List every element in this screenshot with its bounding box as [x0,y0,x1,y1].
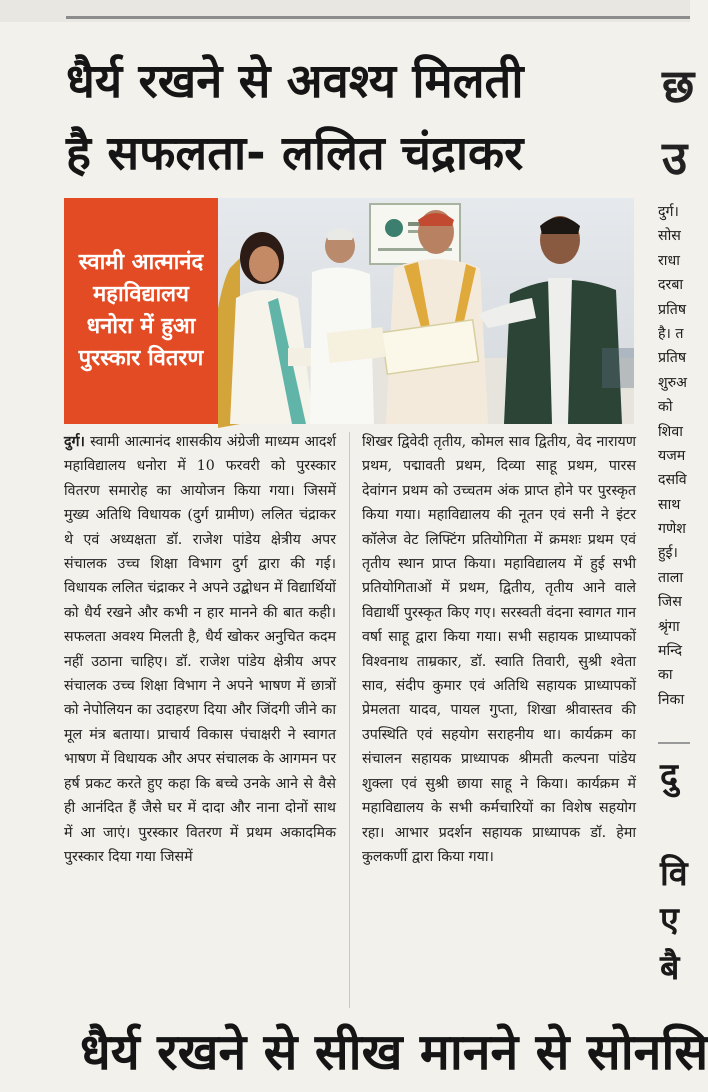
side-line: गणेश [658,521,686,538]
side-line: का [658,667,673,684]
adjacent-headline-line-1: छ [662,59,695,113]
article-column-2-text: शिखर द्विवेदी तृतीय, कोमल साव द्वितीय, वेद नारायण प्रथम, पद्मावती प्रथम, दिव्या साहू प्रथम, पारस देवांगन प्रथम को उच्चतम अंक प्राप्त होने पर पुरस्कृत किया गया। महाविद्यालय की नूतन एवं सनी ने इंटर कॉलेज वेट लिफ्टिंग प्रतियोगिता में क्रमशः प्रथम एवं तृतीय स्थान प्राप्त किया। महाविद्यालय में हुई सभी प्रतियोगिताओं में प्रथम, द्वितीय, तृतीय आने वाले विद्यार्थी पुरस्कृत किए गए। सरस्वती वंदना स्वागत गान वर्षा साहू द्वारा किया गया। सभी सहायक प्राध्यापकों विश्वनाथ ताम्रकार, डॉ. स्वाति तिवारी, सुश्री श्वेता साव, संदीप कुमार एवं अतिथि सहायक प्राध्यापकों प्रेमलता यादव, पायल गुप्ता, शिखा श्रीवास्तव की उपस्थिति एवं सहयोग सराहनीय था। कार्यक्रम का संचालन सहायक प्राध्यापक श्रीमती कल्पना पांडेय शुक्ला एवं सुश्री छाया साहू ने किया। कार्यक्रम में महाविद्यालय के सभी कर्मचारियों का विशेष सहयोग रहा। आभार प्रदर्शन सहायक प्राध्यापक डॉ. हेमा कुलकर्णी द्वारा किया गया। [362,434,636,865]
side-line: को [658,399,673,416]
adjacent-headline-line-2: उ [662,131,688,185]
side-line: यजम [658,447,686,464]
side-line: साथ [658,496,681,513]
side-line: ताला [658,569,684,586]
article-column-1 [64,430,336,869]
photo-caption: स्वामी आत्मानंद महाविद्यालय धनोरा में हुआ पुरस्कार वितरण [78,250,204,371]
side-line: मन्दि [658,643,683,660]
next-article-headline: धैर्य रखने से सीख मानने से सोनसि [80,1023,708,1081]
side-line: जिस [658,594,682,611]
photo-caption-box [64,198,218,424]
article-column-1-text: स्वामी आत्मानंद शासकीय अंग्रेजी माध्यम आदर्श महाविद्यालय धनोरा में 10 फरवरी को पुरस्कार वितरण समारोह का आयोजन किया गया। जिसमें मुख्य अतिथि विधायक (दुर्ग ग्रामीण) ललित चंद्राकर थे एवं अध्यक्षता डॉ. राजेश पांडेय क्षेत्रीय अपर संचालक उच्च शिक्षा विभाग दुर्ग द्वारा की गई। विधायक ललित चंद्राकर ने अपने उद्बोधन में विद्यार्थियों को धैर्य रखने और कभी न हार मानने की बात कही। सफलता अवश्य मिलती है, धैर्य खोकर अनुचित कदम नहीं उठाना चाहिए। डॉ. राजेश पांडेय क्षेत्रीय अपर संचालक उच्च शिक्षा विभाग ने अपने भाषण में छात्रों को नेपोलियन का उदाहरण दिया और जिंदगी जीने का मूल मंत्र बताया। प्राचार्य विकास पंचाक्षरी ने स्वागत भाषण में विधायक और अपर संचालक के आगमन पर हर्ष प्रकट करते हुए कहा कि बच्चे उनके आने से वैसे ही आनंदित हैं जैसे घर में दादा और नाना दोनों साथ में आ जाएं। पुरस्कार वितरण में प्रथम अकादमिक पुरस्कार दिया गया जिसमें [64,434,336,865]
article-dateline: दुर्ग। [64,434,85,450]
side-line: प्रतिष [658,350,687,367]
side-divider [658,742,690,744]
side-line: है। त [658,325,684,342]
award-ceremony-photo [218,198,634,424]
headline-line-2: है सफलता- ललित चंद्राकर [66,126,524,181]
top-rule [66,16,690,19]
side-line: शिवा [658,423,683,440]
side-line: निका [658,691,685,708]
side-headline-fragment: वि [660,854,688,894]
photo-illustration [218,198,634,424]
headline-line-1: धैर्य रखने से अवश्य मिलती [66,54,524,109]
side-line: प्रतिष [658,301,687,318]
side-line: दरबा [658,277,684,294]
side-headline-fragment: बै [660,948,680,988]
side-headline-fragment: दु [660,756,679,796]
side-line: दुर्ग। [658,204,679,220]
article-headline [66,46,646,190]
column-divider [349,432,350,1008]
side-headline-fragment: ए [660,900,679,940]
adjacent-headline-fragment [662,50,702,194]
side-line: दसवि [658,472,687,489]
side-line: शुरुअ [658,374,687,391]
side-line: राधा [658,252,680,269]
side-line: सोस [658,228,681,245]
side-line: श्रृंगा [658,618,680,635]
article-column-2 [362,430,636,869]
side-line: हुई। [658,545,678,562]
adjacent-article-column [658,200,690,712]
